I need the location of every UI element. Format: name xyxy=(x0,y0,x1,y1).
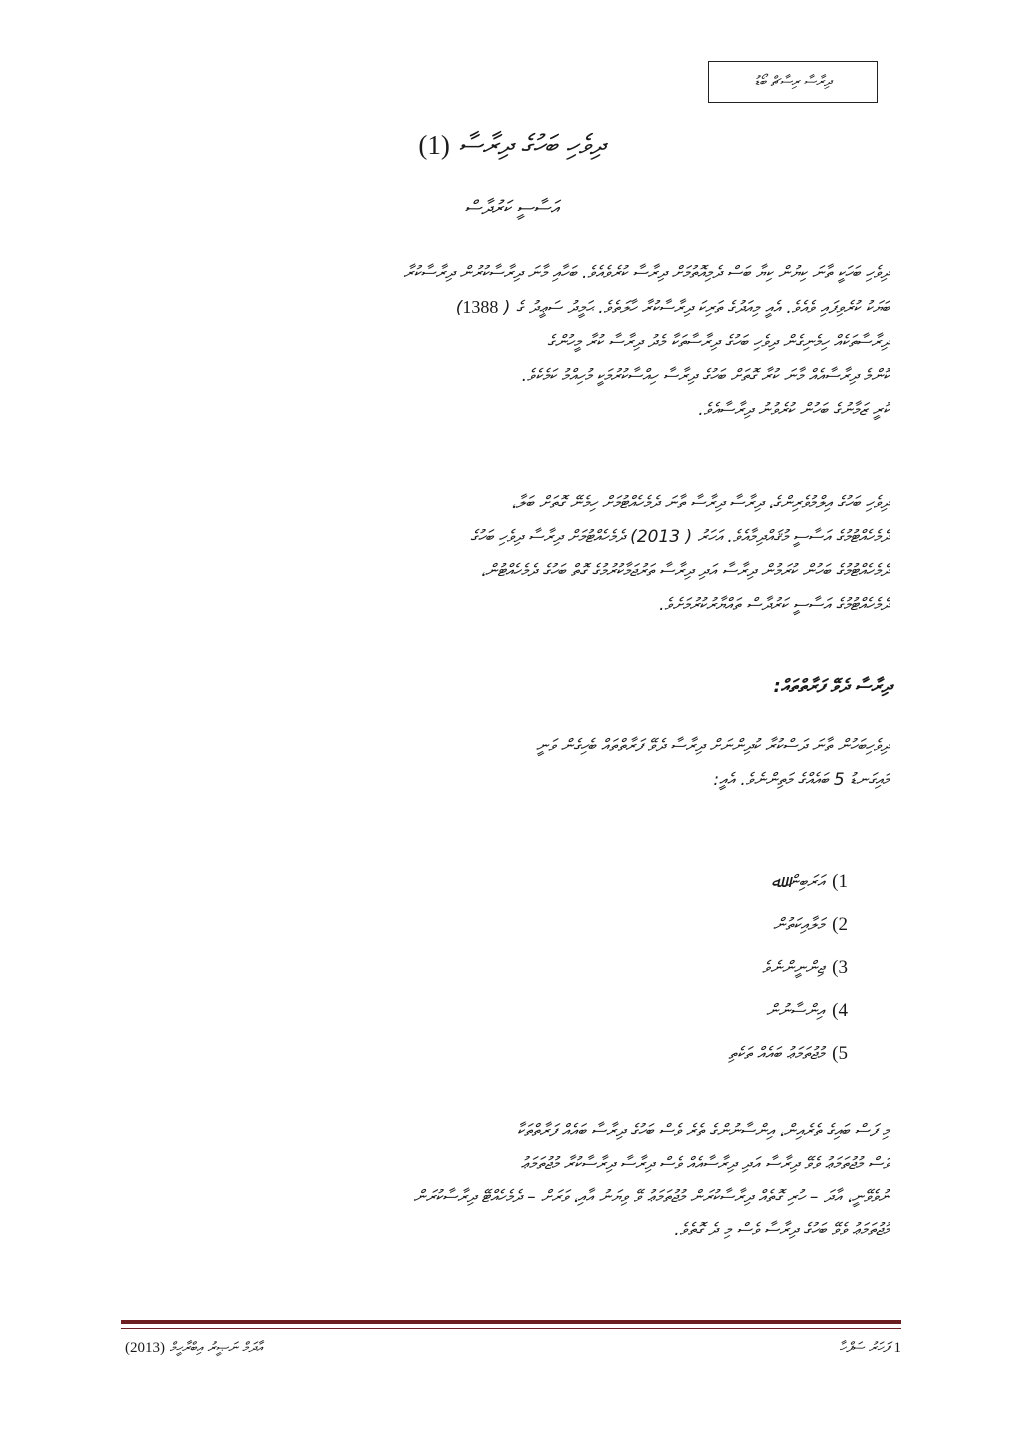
list-item-number: 1) xyxy=(832,870,848,892)
footer-left xyxy=(125,1340,263,1357)
section-paragraph-line: ދިވެހިބަހުން ތާނަ ދަސްކުރާ ކުދިންނަށް ދިރާސާ ދެވޭ ފަރާތްތައް ބެހިގެން ވަނީ xyxy=(536,736,890,756)
paragraph-4 xyxy=(120,1115,890,1247)
list-item-number: 3) xyxy=(832,956,848,978)
page-title-number: (1) xyxy=(418,130,450,160)
paragraph-2-line: ދެމެހެއްޓުމުގެ ބަހުން ކުރަމުން ދިރާސާ އަދި ދިރާސާ ތަރުޖަމާކުރުމުގެ ގޮތް ބަހުގެ ދެމެހެއްޓުން، xyxy=(480,561,890,581)
paragraph-4-line: ނުވެވޭނީ، އާދަ – ހުރި ގޮތެއް ދިރާސާކުރަން މުޖުތަމަޢު ވޭ ވިޔަނު އާއި، ވަރަށް – ދެމެހެއްޓޭ ދިރާސާކުރަން xyxy=(413,1187,890,1207)
list-item xyxy=(728,903,848,946)
paragraph-4-line: މުޖުތަމަޢު ވެވޭ ބަހުގެ ދިރާސާ ވެސް މި ދެ ގޮތެވެ. xyxy=(674,1220,890,1240)
page-title-text: ދިވެހި ބަހުގެ ދިރާސާ xyxy=(458,130,605,161)
list-item xyxy=(728,946,848,989)
footer-divider-thin xyxy=(121,1328,901,1329)
paragraph-1-line: ދިވެހި ބަހަކީ ތާނަ ކިޔުން ކިޔާ ބަސް ދެމިއޮތުމަށް ދިރާސާ ކުރެވެއެވެ. ބަހާއި މާނަ ދިރާސާކުރުން ދިރާސާކުރާ xyxy=(403,263,890,283)
page-subtitle: އަސާސީ ކަރުދާސް xyxy=(464,197,559,219)
list-item-text: މުޖުތަމަޢު ބައެއް ތަކެތި xyxy=(728,1043,825,1064)
footer-year: (2013) xyxy=(125,1340,165,1356)
section-heading: ދިރާސާ ދެވޭ ފަރާތްތައް: xyxy=(773,676,891,697)
footer-author: އާދަމް ނަޞީރު އިބްރާހީމް xyxy=(169,1340,263,1356)
paragraph-2-line: ދެމެހެއްޓުމުގެ އަސާސީ މުޤައްދިމާއެވެ. އަހަރު ( 2013) ދެމެހެއްޓުމަށް ދިރާސާ ދިވެހި ބަހުގެ xyxy=(470,527,890,547)
header-box xyxy=(708,61,878,103)
page-title xyxy=(0,130,1023,162)
footer-label: ފަހަރު ސަފްހާ xyxy=(839,1340,890,1356)
paragraph-2-line: ދިވެހި ބަހުގެ އިލްމުވެރިންގެ، ދިރާސާ ދިރާސާ ތާނަ ދެމެހެއްޓުމަށް ހިމެނޭ ގޮތަށް ބަލާ، xyxy=(511,493,890,513)
list-item-text: ޖިންނީންނެވެ xyxy=(762,957,825,978)
header-box-text: ދިރާސާ ރިސާޗް ބޯޑު xyxy=(754,74,832,90)
paragraph-1 xyxy=(120,256,890,427)
list-item xyxy=(728,989,848,1032)
paragraph-2 xyxy=(120,486,890,622)
footer-divider-thick xyxy=(121,1320,901,1324)
paragraph-1-line: ކޮންމެ ދިރާސާއެއް މާނަ ކުރާ ގޮތަށް ބަހުގެ ދިރާސާ ހިއްސާކުރުމަކީ މުހިއްމު ކަމެކެވެ. xyxy=(521,366,890,386)
list-item-text: އަރަބިން ﷲ xyxy=(771,872,825,892)
section-paragraph-line: މައިގަނޑު 5 ބައެއްގެ މަތިންނެވެ. އެއީ: xyxy=(713,770,890,790)
paragraph-4-line: ވަސް މުޖުތަމަޢު ވެވޭ ދިރާސާ އަދި ދިރާސާއެއް ވެސް ދިރާސާ ދިރާސާކުރާ މުޖުތަމަޢު xyxy=(520,1154,890,1174)
paragraph-1-line: ދިރާސާތަކެއް ހިމެނިގެން ދިވެހި ބަހުގެ ދިރާސާތަކާ މެދު ދިރާސާ ކުރާ މީހުންގެ xyxy=(547,332,890,352)
list-item-text: އިންސާނުން xyxy=(766,1000,825,1021)
list-item xyxy=(728,860,848,903)
list-item-text: މަލާއިކަތުން xyxy=(773,914,825,935)
paragraph-4-line: މި ފަސް ބައިގެ ތެރެއިން، އިންސާނުންގެ ތެރެ ވެސް ބަހުގެ ދިރާސާ ބައެއް ފަރާތްތަކާ xyxy=(516,1121,890,1141)
numbered-list xyxy=(728,860,848,1075)
paragraph-2-line: ދެމެހެއްޓުމުގެ އަސާސީ ކަރުދާސް ތައްޔާރުކުރުމަށެވެ. xyxy=(659,595,890,615)
list-item xyxy=(728,1032,848,1075)
list-item-number: 2) xyxy=(832,913,848,935)
list-item-number: 4) xyxy=(832,999,848,1021)
footer-right xyxy=(839,1340,901,1357)
paragraph-1-year: 1388 xyxy=(462,297,499,317)
section-paragraph xyxy=(120,729,890,797)
list-item-number: 5) xyxy=(832,1042,848,1064)
paragraph-1-line: ކުރީ ޒަމާނުގެ ބަހުން ކުރެވުނު ދިރާސާއެވެ. xyxy=(698,400,890,420)
footer-page-number: 1 xyxy=(893,1340,901,1356)
paragraph-1-line: ބަޔަކު ކުރެވިފައި ވެއެވެ. އެއީ މިއަދުގެ ތަރިކަ ދިރާސާކުރާ ހާލަތެވެ. ޙަމީދު ސަޢީދު ގެ ( 1388) xyxy=(455,297,890,318)
